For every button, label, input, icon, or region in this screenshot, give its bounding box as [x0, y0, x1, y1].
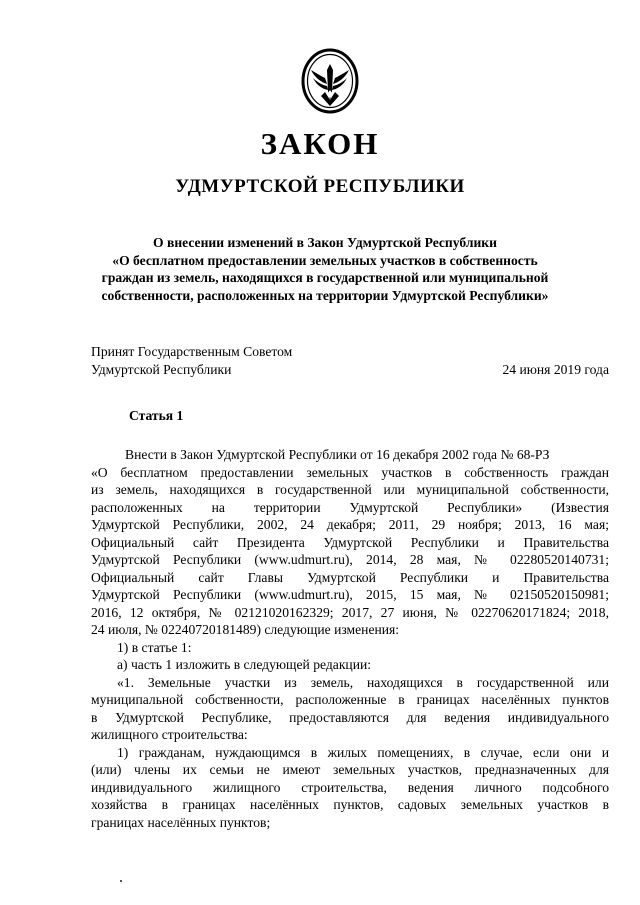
subject-line: О внесении изменений в Закон Удмуртской Республики: [153, 235, 497, 250]
body-line: Официальный сайт Президента Удмуртской Республики и Правительства: [91, 534, 609, 550]
law-subject-heading: [80, 234, 570, 304]
subject-line: граждан из земель, находящихся в государственной или муниципальной: [101, 270, 549, 285]
article-body: [91, 446, 609, 831]
body-line: Удмуртской Республики, 2002, 24 декабря; 2011, 29 ноября; 2013, 16 мая;: [91, 517, 609, 532]
body-line: Удмуртской Республики (www.udmurt.ru), 2015, 15 мая, № 02150520150981;: [91, 587, 609, 602]
subject-line: собственности, расположенных на территории Удмуртской Республики»: [101, 287, 549, 303]
body-line: «1. Земельные участки из земель, находящихся в государственной или: [117, 674, 609, 690]
body-line: 1) в статье 1:: [117, 639, 192, 655]
adoption-line: Принят Государственным Советом: [91, 344, 293, 359]
adoption-block: [91, 343, 609, 378]
body-line: Удмуртской Республики (www.udmurt.ru), 2014, 28 мая, № 02280520140731;: [91, 552, 609, 567]
body-line: жилищного строительства:: [91, 727, 248, 742]
adoption-date: 24 июня 2019 года: [502, 361, 609, 377]
article-title: Статья 1: [129, 408, 184, 423]
body-line: Официальный сайт Главы Удмуртской Республики и Правительства: [91, 569, 609, 585]
scan-speck: [120, 880, 122, 882]
document-title: ЗАКОН: [260, 126, 380, 161]
body-line: (или) члены их семьи не имеют земельных участков, предназначенных для: [91, 762, 609, 777]
body-line: расположенных на территории Удмуртской Республики» (Известия: [91, 499, 609, 515]
document-subtitle: УДМУРТСКОЙ РЕСПУБЛИКИ: [175, 176, 465, 197]
body-line: 2016, 12 октября, № 02121020162329; 2017, 27 июня, № 02270620171824; 2018,: [91, 604, 609, 620]
coat-of-arms-emblem-icon: [301, 48, 359, 114]
body-line: границах населённых пунктов;: [91, 814, 271, 830]
body-line: Внести в Закон Удмуртской Республики от 16 декабря 2002 года № 68-РЗ: [125, 447, 550, 462]
body-line: индивидуального жилищного строительства, ведения личного подсобного: [91, 779, 609, 795]
subject-line: «О бесплатном предоставлении земельных участков в собственность: [112, 252, 538, 268]
body-line: 1) гражданам, нуждающимся в жилых помещениях, в случае, если они и: [117, 744, 609, 760]
body-line: в Удмуртской Республике, предоставляются для ведения индивидуального: [91, 709, 609, 725]
adoption-line: Удмуртской Республики: [91, 361, 232, 377]
body-line: муниципальной собственности, расположенные в границах населённых пунктов: [91, 692, 609, 707]
body-line: хозяйства в границах населённых пунктов, садовых земельных участков в: [91, 797, 609, 812]
body-line: из земель, находящихся в государственной или муниципальной собственности,: [91, 482, 609, 497]
body-line: «О бесплатном предоставлении земельных участков в собственность граждан: [91, 464, 609, 480]
body-line: а) часть 1 изложить в следующей редакции:: [117, 657, 372, 672]
body-line: 24 июля, № 02240720181489) следующие изменения:: [91, 622, 400, 637]
